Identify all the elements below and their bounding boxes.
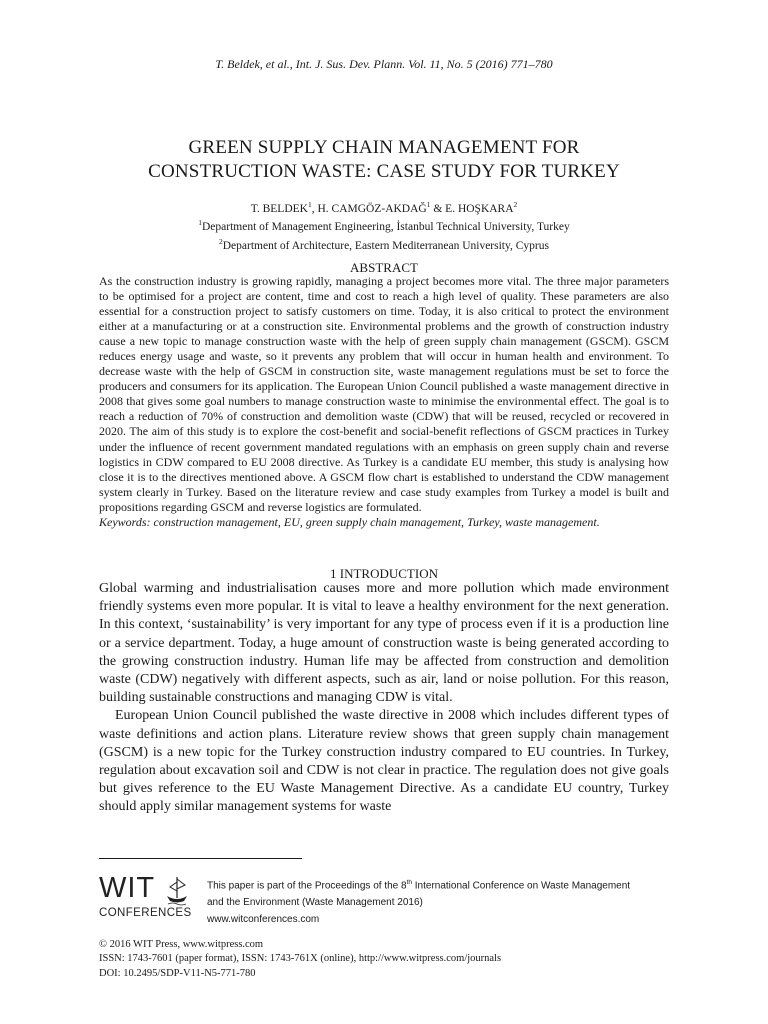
introduction-paragraph-2: European Union Council published the waste directive in 2008 which includes different types of waste definitions and action plans. Literature review shows that green supply chain management (GSCM) is a new topic for the Turkey construction industry compared to EU countries. In Turkey, regulation about excavation soil and CDW is not clear in practice. The regulation does not give goals but gives reference to the EU Waste Management Directive. As a candidate EU country, Turkey should apply similar management systems for waste xyxy=(99,708,669,815)
doi-line: DOI: 10.2495/SDP-V11-N5-771-780 xyxy=(99,967,256,979)
author-list: T. BELDEK$^1$, H. CAMGÖZ-AKDAĞ$^1$ & E. HOŞKARA$^2$ xyxy=(250,200,518,215)
logo-conferences-text: CONFERENCES xyxy=(99,907,192,919)
introduction-body xyxy=(99,580,669,817)
keywords: Keywords: construction management, EU, green supply chain management, Turkey, waste management. xyxy=(99,514,600,529)
title-line-1: GREEN SUPPLY CHAIN MANAGEMENT FOR xyxy=(188,137,580,158)
author-name: H. CAMGÖZ-AKDAĞ xyxy=(317,202,427,215)
affiliation-2 xyxy=(0,235,768,253)
footnote-divider xyxy=(99,858,302,859)
affiliation-text: Department of Architecture, Eastern Mediterranean University, Cyprus xyxy=(222,239,549,252)
affiliation-mark: 2 xyxy=(218,236,223,246)
conference-url[interactable]: www.witconferences.com xyxy=(207,914,320,926)
title-line-2: CONSTRUCTION WASTE: CASE STUDY FOR TURKEY xyxy=(148,161,620,182)
copyright-line: © 2016 WIT Press, www.witpress.com xyxy=(99,939,264,950)
note-text: International Conference on Waste Management xyxy=(411,880,631,892)
note-text: This paper is part of the Proceedings of the 8 xyxy=(207,880,407,892)
affiliation-1 xyxy=(0,216,768,234)
author-affiliation-mark: 1 xyxy=(426,200,431,209)
author-block xyxy=(0,198,768,253)
conference-note-line-1 xyxy=(207,874,677,894)
abstract-heading: ABSTRACT xyxy=(350,260,418,275)
issn-line: ISSN: 1743-7601 (paper format), ISSN: 1743-761X (online), http://www.witpress.com/journals xyxy=(99,953,502,965)
affiliation-mark: 1 xyxy=(198,218,202,228)
abstract-text: As the construction industry is growing rapidly, managing a project becomes more vital. The three major parameters to be optimised for a project are content, time and cost to reach a high level of quality. These parameters are also essential for a construction project to satisfy customers on time. Today, it is also critical to protect the environment either at a manufacturing or at a construction site. Environmental problems and the growth of construction industry cause a new topic to manage construction waste with the help of green supply chain management (GSCM). GSCM reduces energy usage and waste, so it prevents any problem that will occur in human health and environment. To decrease waste with the help of GSCM in construction site, waste management regulations must be set to force the producers and consumers for its application. The European Union Council published a waste management directive in 2008 that gives some goal numbers to manage construction waste to minimise the environmental effect. The goal is to reach a reduction of 70% of construction and demolition waste (CDW) that will be reused, recycled or recovered in 2020. The aim of this study is to explore the cost-benefit and social-benefit reflections of GSCM practices in Turkey under the influence of recent government mandated regulations with an emphasis on green supply chain and reverse logistics in CDW compared to EU 2008 directive. As Turkey is a candidate EU member, this study is analysing how close it is to the directives mentioned above. A GSCM flow chart is established to understand the CDW management system clearly in Turkey. Based on the literature review and case study examples from Turkey a model is built and propositions regarding GSCM and reverse logistics are formulated. xyxy=(99,274,669,514)
section-heading-introduction: 1 INTRODUCTION xyxy=(330,566,438,581)
affiliation-text: Department of Management Engineering, İstanbul Technical University, Turkey xyxy=(202,221,570,234)
ship-icon xyxy=(165,876,189,906)
running-head: T. Beldek, et al., Int. J. Sus. Dev. Plann. Vol. 11, No. 5 (2016) 771–780 xyxy=(215,57,553,71)
author-affiliation-mark: 2 xyxy=(513,200,518,209)
conference-note xyxy=(207,874,677,928)
abstract-body xyxy=(99,274,669,530)
publication-footer xyxy=(99,938,699,981)
author-name: E. HOŞKARA xyxy=(445,202,514,215)
wit-conferences-logo xyxy=(99,872,199,922)
author-name: T. BELDEK xyxy=(250,202,308,215)
note-ordinal: th xyxy=(406,879,412,886)
introduction-paragraph-1: Global warming and industrialisation causes more and more pollution which made environment friendly systems even more popular. It is vital to leave a healthy environment for the next generation. In this context, ‘sustainability’ is very important for any type of process even if it is a production line or a service department. Today, a huge amount of construction waste is being generated according to the growing construction industry. Human life may be affected from construction and demolition waste (CDW) negatively with different aspects, such as air, land or noise pollution. For this reason, building sustainable constructions and managing CDW is vital. xyxy=(99,581,669,706)
conference-note-line-2: and the Environment (Waste Management 2016) xyxy=(207,897,423,909)
paper-title xyxy=(0,136,768,184)
author-affiliation-mark: 1 xyxy=(307,200,312,209)
logo-wit-text: WIT xyxy=(99,872,156,904)
